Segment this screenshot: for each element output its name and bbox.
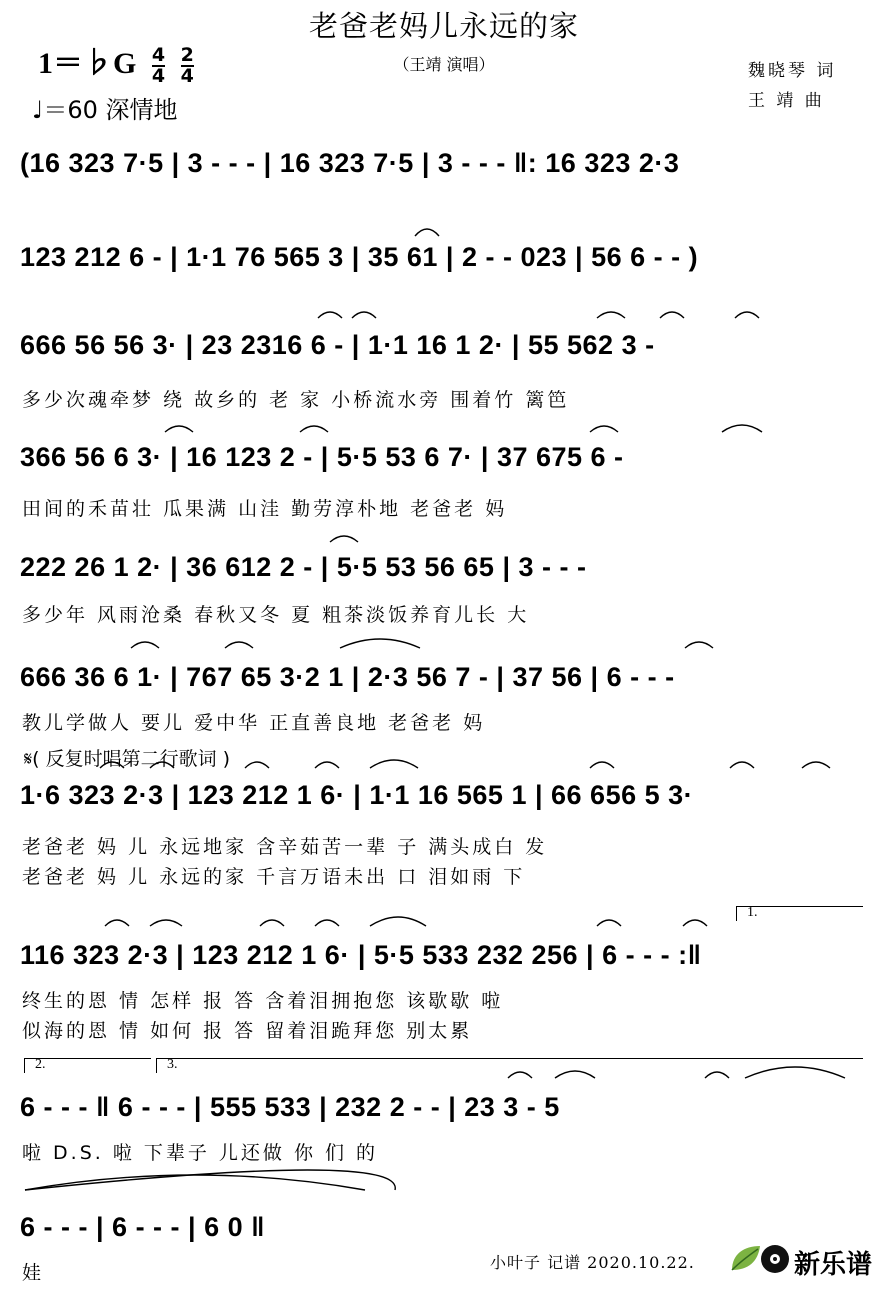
tie [415,229,439,236]
slur [722,425,762,432]
lyric-row-4: 田间的禾苗壮 瓜果满 山洼 勤劳淳朴地 老爸老 妈 [22,498,508,520]
notation-row-6: 666 36 6 1· | 767 65 3·2 1 | 2·3 56 7 - | 37 56 | 6 - - - [20,662,675,692]
slur [245,762,269,768]
slur [131,642,159,648]
notation-row-1: (16 323 7·5 | 3 - - - | 16 323 7·5 | 3 - - - ‖: 16 323 2·3 [20,148,680,178]
notation-row-3: 666 56 56 3· | 23 2316 6 - | 1·1 16 1 2· | 55 562 3 - [20,330,655,360]
lyric-row-8b: 似海的恩 情 如何 报 答 留着泪跪拜您 别太累 [22,1020,473,1042]
notation-row-9: 6 - - - ‖ 6 - - - | 555 533 | 232 2 - - | 23 3 - 5 [20,1092,560,1122]
slur [315,920,339,926]
lyricist-credit: 魏晓琴 词 [748,61,837,81]
slur [352,312,376,318]
tempo-marking: ♩＝60 深情地 [32,96,178,124]
notation-row-4: 366 56 6 3· | 16 123 2 - | 5·5 53 6 7· | 37 675 6 - [20,442,624,472]
slur [260,920,284,926]
lyric-row-8a: 终生的恩 情 怎样 报 答 含着泪拥抱您 该歇歇 啦 [22,990,504,1012]
slur [597,312,625,318]
slur [315,762,339,768]
key-signature [38,38,194,86]
slur [590,426,618,432]
lyric-row-3: 多少次魂牵梦 绕 故乡的 老 家 小桥流水旁 围着竹 篱笆 [22,389,570,411]
slur [150,920,182,926]
record-disc-icon [760,1244,790,1274]
site-logo: 新乐谱 [794,1250,873,1280]
slur [730,762,754,768]
slur [802,762,830,768]
slur [685,642,713,648]
slur [660,312,684,318]
notation-row-7: 1·6 323 2·3 | 123 212 1 6· | 1·1 16 565 1 | 66 656 5 3· [20,780,694,810]
slur [370,917,426,926]
notation-row-10: 6 - - - | 6 - - - | 6 0 ‖ [20,1212,266,1242]
time-signature-4-4: $\frac{4}{4}$ [151,44,166,88]
slur [318,312,342,318]
lyric-row-10: 娃 [22,1262,45,1284]
lyric-row-9: 啦 D.S. 啦 下辈子 儿还做 你 们 的 [22,1142,379,1164]
notation-row-2: 123 212 6 - | 1·1 76 565 3 | 35 61 | 2 - - 023 | 56 6 - - ) [20,242,699,272]
volta-2-bracket: 2. [24,1058,151,1073]
tie [25,1170,395,1190]
notation-row-5: 222 26 1 2· | 36 612 2 - | 5·5 53 56 65 | 3 - - - [20,552,587,582]
segno-instruction: 𝄋( 反复时唱第二行歌词 ) [24,748,231,770]
volta-1-bracket: 1. [736,906,863,921]
slur [225,642,253,648]
volta-3-bracket: 3. [156,1058,863,1073]
slur [597,920,621,926]
slur [683,920,707,926]
tie [25,1175,365,1190]
key-label: 1＝♭G [38,47,137,80]
slur [300,426,328,432]
time-signature-2-4: $\frac{2}{4}$ [180,44,194,88]
notation-row-8: 116 323 2·3 | 123 212 1 6· | 5·5 533 232 256 | 6 - - - :‖ [20,940,702,970]
composer-credit: 王 靖 曲 [748,91,825,111]
transcriber-credit: 小叶子 记谱 2020.10.22. [490,1253,695,1272]
song-title: 老爸老妈儿永远的家 [308,9,579,43]
slur [590,762,614,768]
slur [105,920,129,926]
lyric-row-7b: 老爸老 妈 儿 永远的家 千言万语未出 口 泪如雨 下 [22,866,526,888]
lyric-row-6: 教儿学做人 要儿 爱中华 正直善良地 老爸老 妈 [22,712,486,734]
lyric-row-5: 多少年 风雨沧桑 春秋又冬 夏 粗茶淡饭养育儿长 大 [22,604,530,626]
slur [340,639,420,648]
performer-credit: （王靖 演唱） [393,55,495,74]
slur [735,312,759,318]
slur [330,536,358,542]
slur [165,426,193,432]
slur [370,760,418,768]
lyric-row-7a: 老爸老 妈 儿 永远地家 含辛茹苦一辈 子 满头成白 发 [22,836,548,858]
